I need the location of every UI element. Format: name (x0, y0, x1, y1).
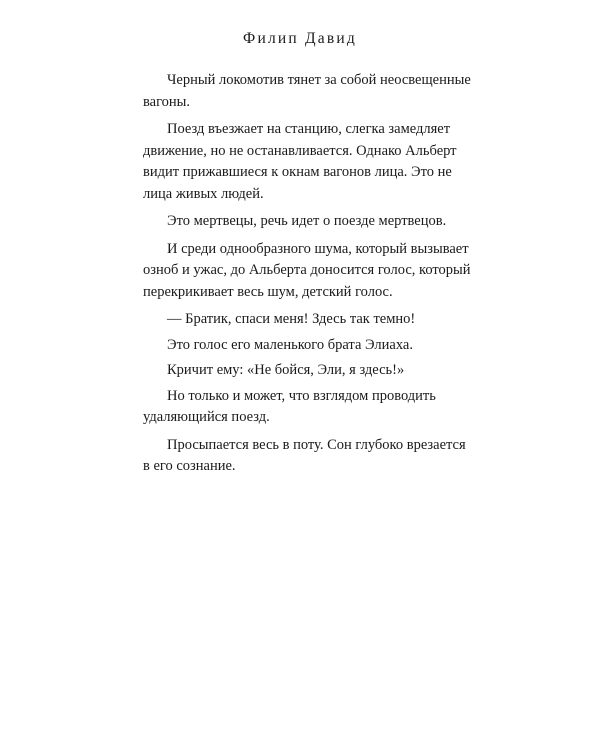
text-line: удаляющийся поезд. (143, 409, 270, 425)
paragraph (143, 309, 503, 331)
body-text (143, 70, 503, 478)
text-line: Кричит ему: «Не бойся, Эли, я здесь!» (167, 362, 405, 378)
text-line: озноб и ужас, до Альберта доносится голос, который (143, 262, 471, 278)
text-line: Это мертвецы, речь идет о поезде мертвецов. (167, 213, 447, 229)
text-line: в его сознание. (143, 458, 236, 474)
text-line: перекрикивает весь шум, детский голос. (143, 283, 393, 300)
text-line: Но только и может, что взглядом проводить (167, 387, 436, 404)
paragraph (143, 435, 503, 478)
paragraph (143, 360, 503, 382)
text-line: вагоны. (143, 93, 191, 110)
text-line: движение, но не останавливается. Однако Альберт (143, 142, 457, 159)
text-line: — Братик, спаси меня! Здесь так темно! (167, 311, 416, 327)
text-line: видит прижавшиеся к окнам вагонов лица. Это не (143, 164, 452, 180)
text-line: Просыпается весь в поту. Сон глубоко врезается (167, 436, 466, 453)
paragraph (143, 239, 503, 304)
text-line: лица живых людей. (143, 185, 264, 202)
paragraph (143, 70, 503, 113)
paragraph (143, 335, 503, 357)
text-line: Поезд въезжает на станцию, слегка замедляет (167, 121, 451, 137)
running-head-author: Филип Давид (243, 30, 357, 47)
text-line: Это голос его маленького брата Элиаха. (167, 336, 413, 353)
paragraph (143, 119, 503, 205)
text-line: Черный локомотив тянет за собой неосвещенные (167, 72, 471, 88)
paragraph (143, 211, 503, 233)
text-line: И среди однообразного шума, который вызывает (167, 240, 469, 257)
paragraph (143, 386, 503, 429)
